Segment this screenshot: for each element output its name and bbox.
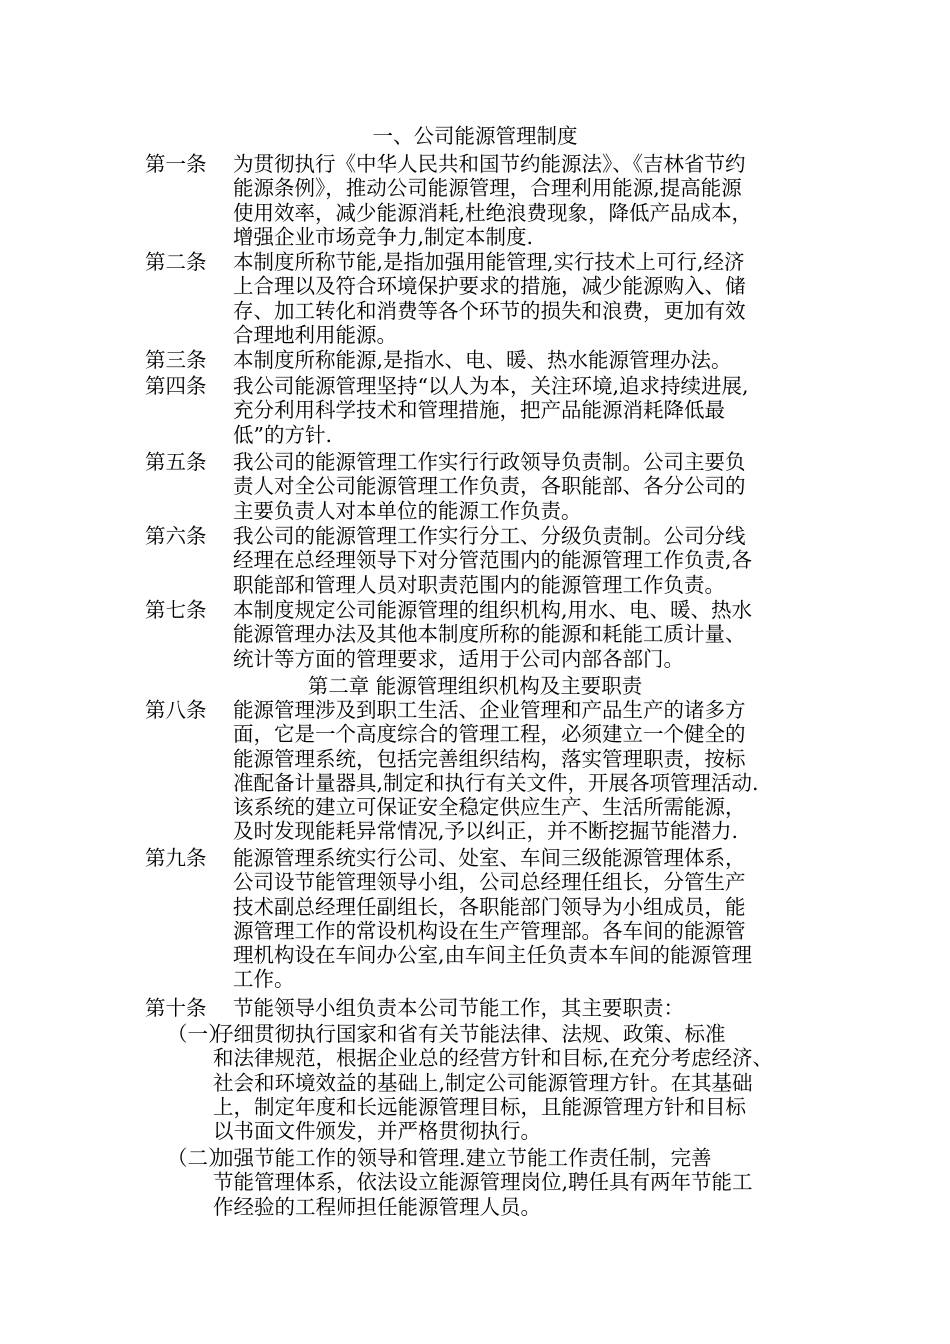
article-label: 第七条: [145, 598, 207, 622]
article-7: [145, 598, 825, 671]
article-4: [145, 374, 825, 447]
article-5: [145, 450, 825, 523]
sub-item-label: （一）: [167, 1022, 229, 1046]
article-label: 第九条: [145, 846, 207, 870]
article-label: 第八条: [145, 698, 207, 722]
article-text: 能源管理系统实行公司、处室、车间三级能源管理体系， 公司设节能管理领导小组，公司总经理任组长，分管生产 技术副总经理任副组长，各职能部门领导为小组成员，能 源管理工作的常设机构设在生产管理部。各车间的能源管 理机构设在车间办公室,由车间主任负责本车间的能源管理 工作。: [233, 846, 753, 992]
article-6: [145, 524, 825, 597]
article-9: [145, 846, 825, 992]
article-label: 第四条: [145, 374, 207, 398]
article-label: 第十条: [145, 996, 207, 1020]
sub-item-2: [145, 1146, 825, 1219]
article-label: 第三条: [145, 348, 207, 372]
article-2: [145, 250, 825, 347]
article-10: [145, 996, 825, 1020]
article-text: 我公司能源管理坚持“以人为本，关注环境,追求持续进展, 充分利用科学技术和管理措施，把产品能源消耗降低最 低”的方针.: [233, 374, 749, 447]
article-label: 第二条: [145, 250, 207, 274]
article-text: 本制度所称能源,是指水、电、暖、热水能源管理办法。: [233, 348, 732, 372]
article-text: 节能领导小组负责本公司节能工作，其主要职责：: [233, 996, 684, 1020]
article-label: 第六条: [145, 524, 207, 548]
article-text: 能源管理涉及到职工生活、企业管理和产品生产的诸多方 面，它是一个高度综合的管理工程，必须建立一个健全的 能源管理系统，包括完善组织结构，落实管理职责，按标 准配备计量器具,制定和执行有关文件，开展各项管理活动. 该系统的建立可保证安全稳定供应生产、生活所需能源， 及时发现能耗异常情况,予以纠正，并不断挖掘节能潜力.: [233, 698, 759, 844]
sub-item-1: [145, 1022, 825, 1143]
article-1: [145, 152, 825, 249]
sub-item-label: （二）: [167, 1146, 229, 1170]
article-text: 为贯彻执行《中华人民共和国节约能源法》、《吉林省节约 能源条例》，推动公司能源管理，合理利用能源,提高能源 使用效率，减少能源消耗,杜绝浪费现象，降低产品成本， 增强企业市场竞争力,制定本制度.: [233, 152, 753, 249]
article-8: [145, 698, 825, 844]
sub-item-text: 加强节能工作的领导和管理.建立节能工作责任制，完善 节能管理体系，依法设立能源管理岗位,聘任具有两年节能工 作经验的工程师担任能源管理人员。: [213, 1146, 753, 1219]
article-3: [145, 348, 825, 372]
article-text: 本制度规定公司能源管理的组织机构,用水、电、暖、热水 能源管理办法及其他本制度所称的能源和耗能工质计量、 统计等方面的管理要求，适用于公司内部各部门。: [233, 598, 753, 671]
article-text: 我公司的能源管理工作实行分工、分级负责制。公司分线 经理在总经理领导下对分管范围内的能源管理工作负责,各 职能部和管理人员对职责范围内的能源管理工作负责。: [233, 524, 753, 597]
sub-item-text: 仔细贯彻执行国家和省有关节能法律、法规、政策、标准 和法律规范，根据企业总的经营方针和目标,在充分考虑经济、 社会和环境效益的基础上,制定公司能源管理方针。在其基础 上，制定年度和长远能源管理目标，且能源管理方针和目标 以书面文件颁发，并严格贯彻执行。: [213, 1022, 774, 1144]
article-text: 我公司的能源管理工作实行行政领导负责制。公司主要负 责人对全公司能源管理工作负责，各职能部、各分公司的 主要负责人对本单位的能源工作负责。: [233, 450, 746, 523]
article-label: 第一条: [145, 152, 207, 176]
document-title: 一、公司能源管理制度: [372, 124, 578, 148]
article-label: 第五条: [145, 450, 207, 474]
article-text: 本制度所称节能,是指加强用能管理,实行技术上可行,经济 上合理以及符合环境保护要求的措施，减少能源购入、储 存、加工转化和消费等各个环节的损失和浪费，更加有效 合理地利用能源。: [233, 250, 746, 347]
chapter-2-title: 第二章 能源管理组织机构及主要职责: [307, 674, 643, 698]
